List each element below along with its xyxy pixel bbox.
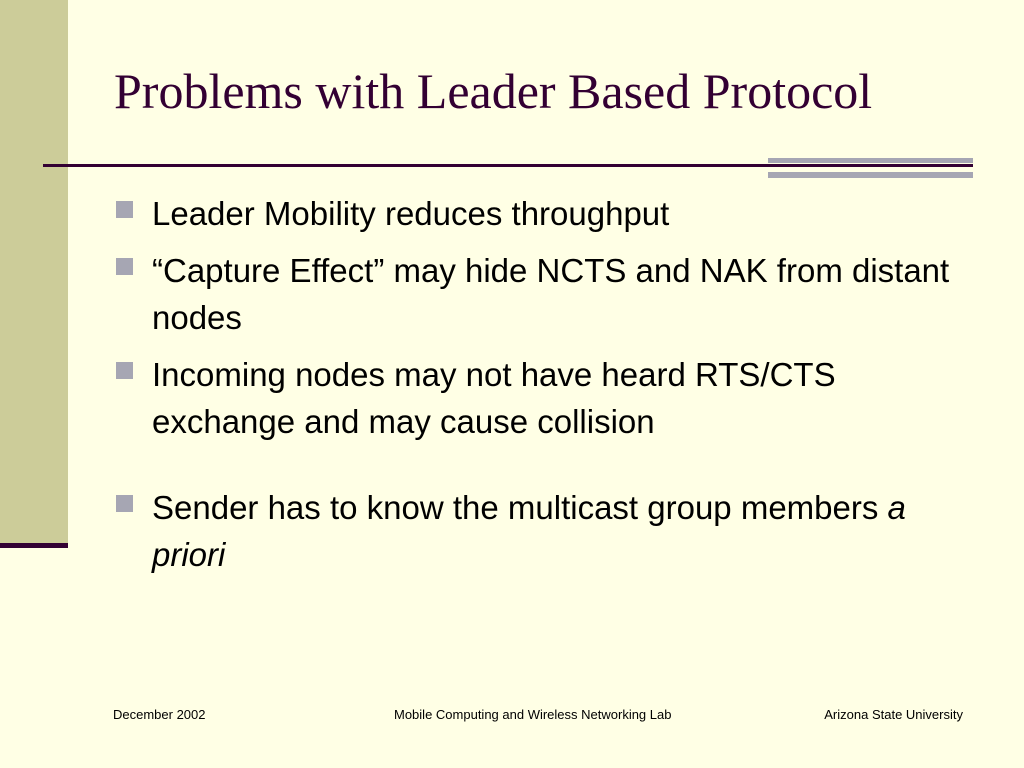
title-rule-accent-bottom (768, 172, 973, 178)
footer-lab-name: Mobile Computing and Wireless Networking Lab (394, 707, 672, 722)
left-decor-band (0, 0, 68, 543)
square-bullet-icon (116, 362, 133, 379)
bullet-text: Leader Mobility reduces throughput (152, 195, 670, 232)
square-bullet-icon (116, 201, 133, 218)
bullet-italic-text: a priori (152, 489, 906, 573)
left-decor-accent (0, 543, 68, 548)
bullet-item (116, 190, 976, 237)
bullet-text: “Capture Effect” may hide NCTS and NAK from distant nodes (152, 252, 950, 336)
bullet-text: Incoming nodes may not have heard RTS/CTS exchange and may cause collision (152, 356, 836, 440)
bullet-text: Sender has to know the multicast group members (152, 489, 888, 526)
square-bullet-icon (116, 258, 133, 275)
title-divider (43, 164, 973, 167)
title-rule-accent-top (768, 158, 973, 163)
square-bullet-icon (116, 495, 133, 512)
bullet-list (116, 190, 976, 588)
slide-title: Problems with Leader Based Protocol (114, 63, 873, 119)
footer-date: December 2002 (113, 707, 206, 722)
bullet-item (116, 351, 976, 445)
bullet-item (116, 247, 976, 341)
footer-university: Arizona State University (824, 707, 963, 722)
bullet-item (116, 484, 976, 578)
